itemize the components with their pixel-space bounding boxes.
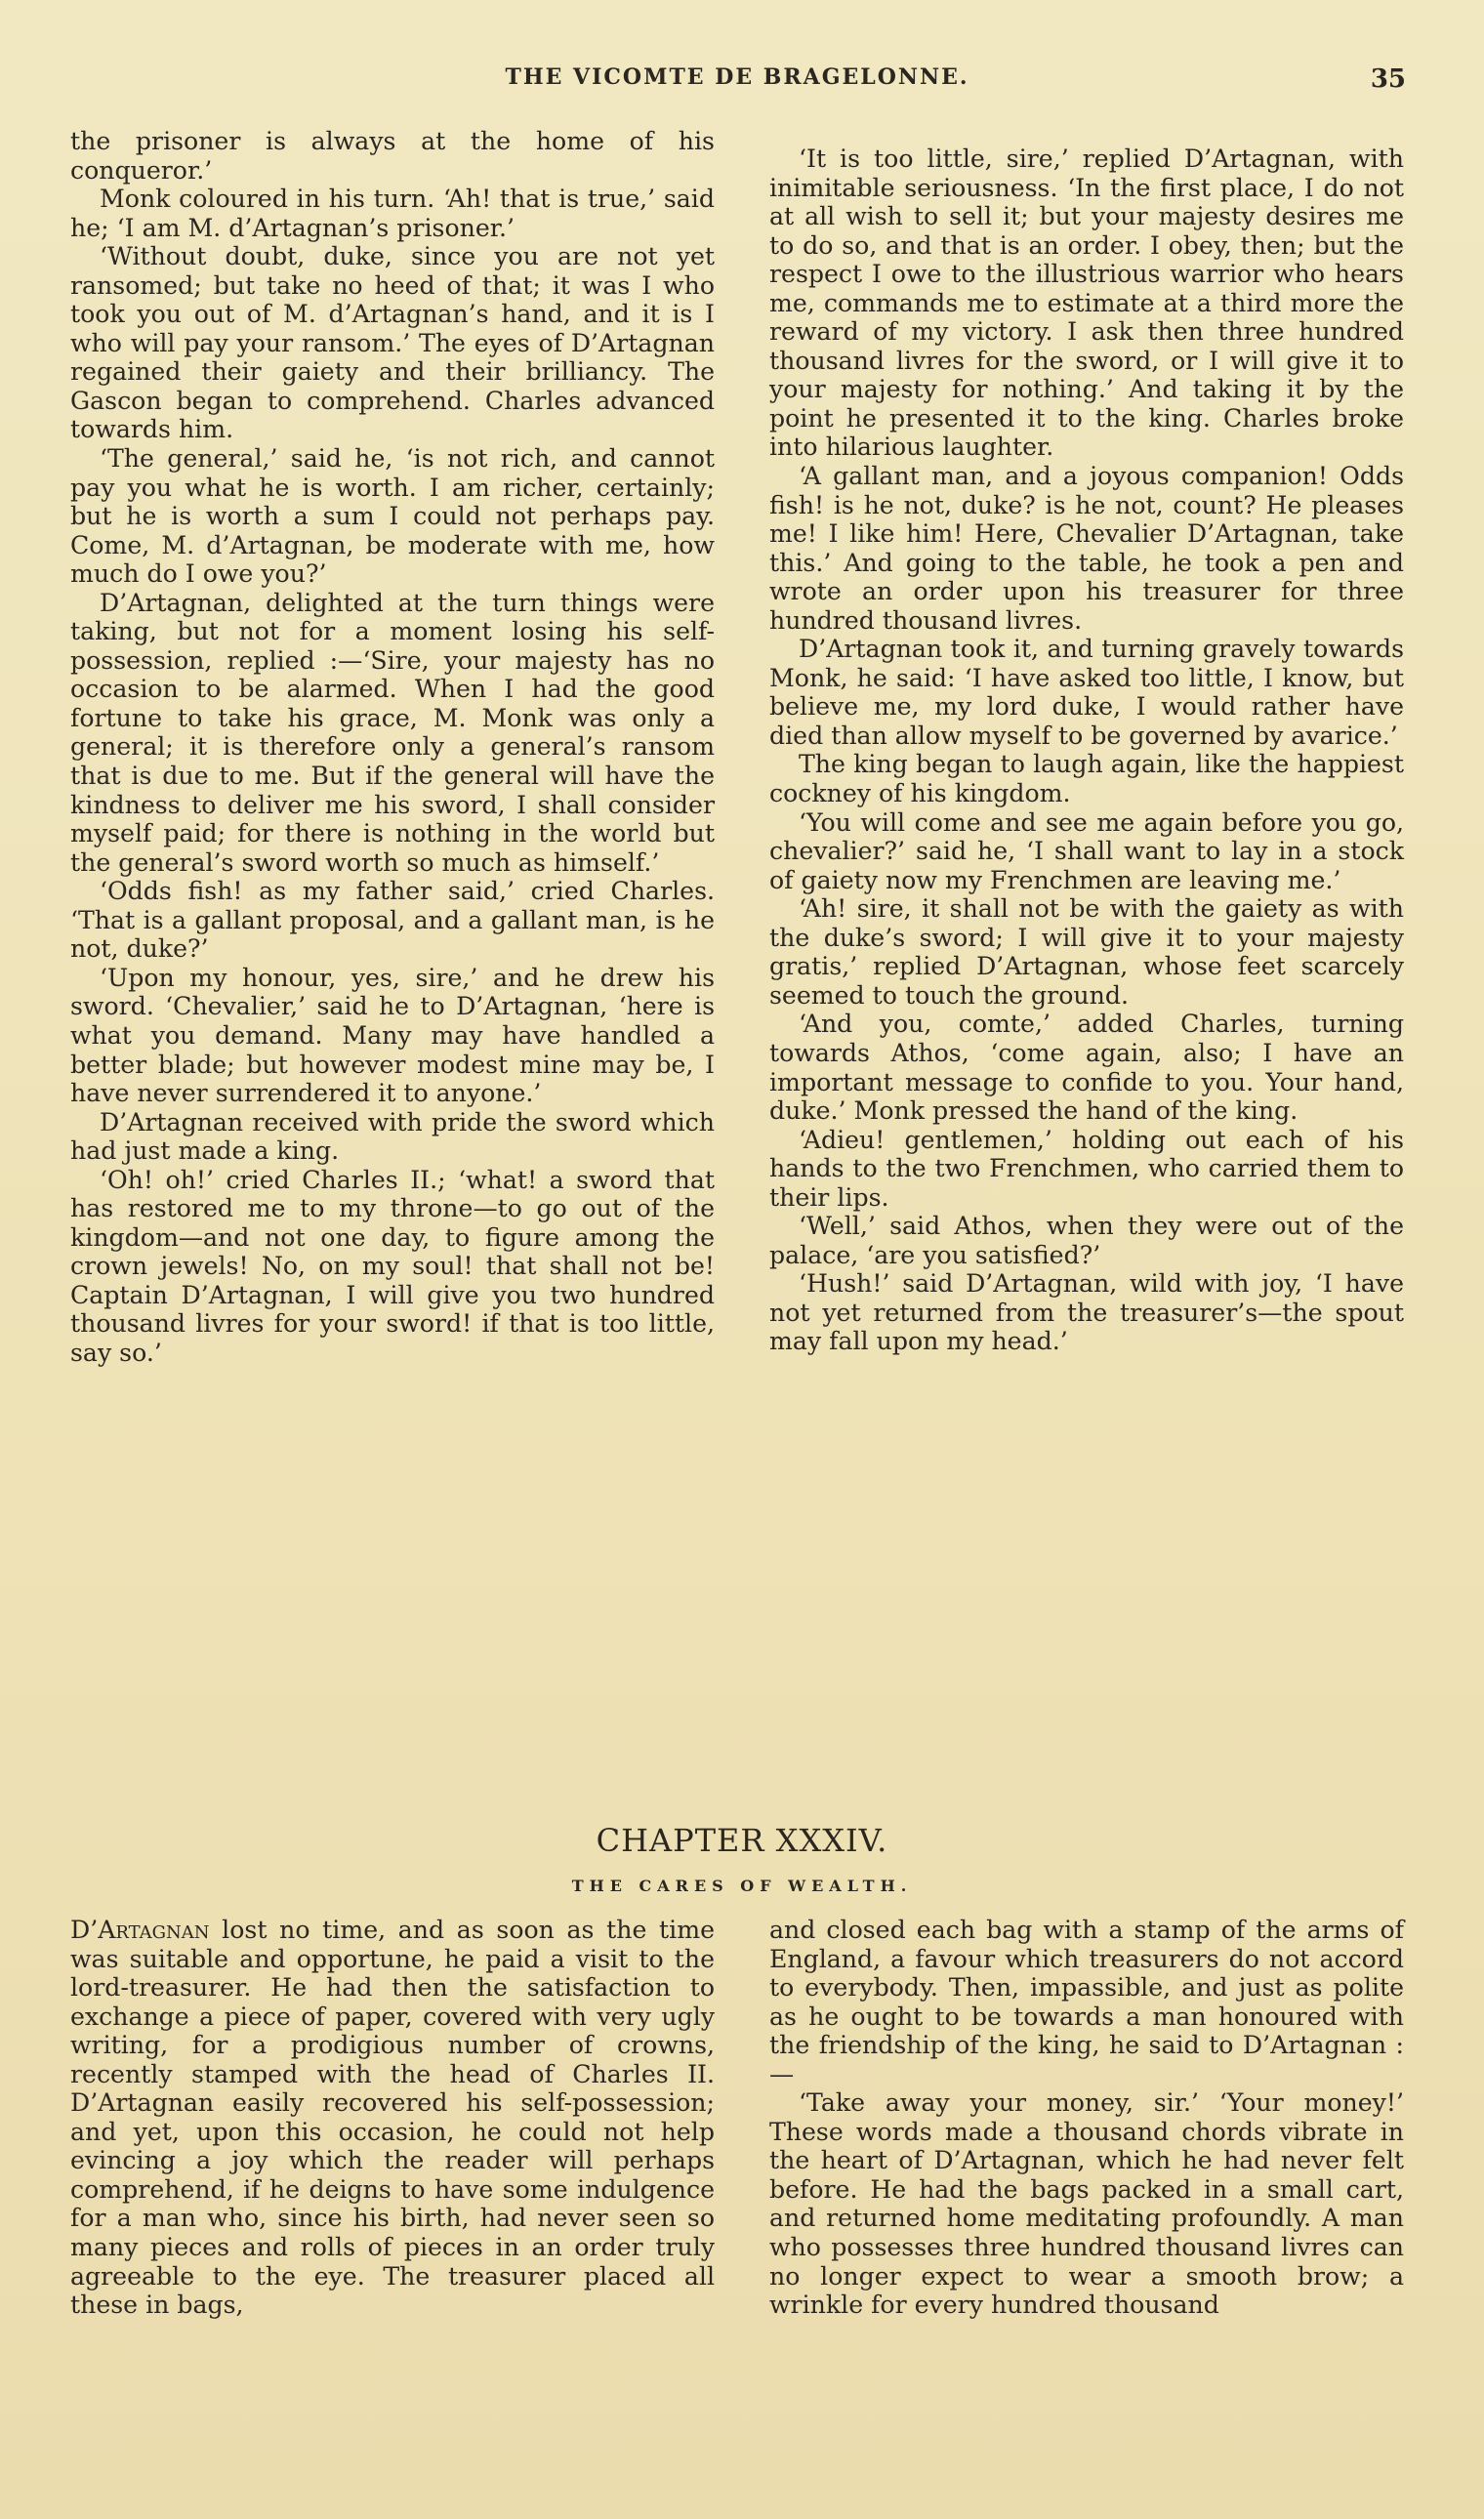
paragraph: ‘You will come and see me again before you go, chevalier?’ said he, ‘I shall want to lay in a stock of gaiety now my Frenchmen are leaving me.’ xyxy=(769,807,1404,894)
bottom-left-column xyxy=(70,1916,715,2320)
paragraph: ‘Adieu! gentlemen,’ holding out each of his hands to the two Frenchmen, who carried them to their lips. xyxy=(769,1125,1404,1212)
paragraph: ‘Without doubt, duke, since you are not yet ransomed; but take no heed of that; it was I who took you out of M. d’Artagnan’s hand, and it is I who will pay your ransom.’ The eyes of D’Artagnan regained their gaiety and their brilliancy. The Gascon began to comprehend. Charles advanced towards him. xyxy=(70,242,715,444)
paragraph: ‘Oh! oh!’ cried Charles II.; ‘what! a sword that has restored me to my throne—to go out of the kingdom—and not one day, to figure among the crown jewels! No, on my soul! that shall not be! Captain D’Artagnan, I will give you two hundred thousand livres for your sword! if that is too little, say so.’ xyxy=(70,1165,715,1367)
chapter-subtitle: THE CARES OF WEALTH. xyxy=(571,1877,913,1895)
paragraph: ‘Take away your money, sir.’ ‘Your money!’ These words made a thousand chords vibrate in the heart of D’Artagnan, which he had never felt before. He had the bags packed in a small cart, and returned home meditating profoundly. A man who possesses three hundred thousand livres can no longer expect to wear a smooth brow; a wrinkle for every hundred thousand xyxy=(769,2088,1404,2320)
paragraph: ‘Hush!’ said D’Artagnan, wild with joy, ‘I have not yet returned from the treasurer’s—the spout may fall upon my head.’ xyxy=(769,1269,1404,1356)
paragraph: The king began to laugh again, like the happiest cockney of his kingdom. xyxy=(769,750,1404,808)
paragraph: ‘The general,’ said he, ‘is not rich, and cannot pay you what he is worth. I am richer, certainly; but he is worth a sum I could not perhaps pay. Come, M. d’Artagnan, be moderate with me, how much do I owe you?’ xyxy=(70,444,715,589)
paragraph: D’Artagnan, delighted at the turn things were taking, but not for a moment losing his self-possession, replied :—‘Sire, your majesty has no occasion to be alarmed. When I had the good fortune to take his grace, M. Monk was only a general; it is therefore only a general’s ransom that is due to me. But if the general will have the kindness to deliver me his sword, I shall consider myself paid; for there is nothing in the world but the general’s sword worth so much as himself.’ xyxy=(70,588,715,877)
chapter-title: CHAPTER XXXIV. xyxy=(596,1822,888,1859)
paragraph: ‘Upon my honour, yes, sire,’ and he drew his sword. ‘Chevalier,’ said he to D’Artagnan, ‘here is what you demand. Many may have handled a better blade; but however modest mine may be, I have never surrendered it to anyone.’ xyxy=(70,963,715,1108)
top-left-column xyxy=(70,127,715,1368)
paragraph: ‘Odds fish! as my father said,’ cried Charles. ‘That is a gallant proposal, and a gallant man, is he not, duke?’ xyxy=(70,877,715,964)
paragraph: ‘Well,’ said Athos, when they were out of the palace, ‘are you satisfied?’ xyxy=(769,1212,1404,1269)
paragraph: ‘And you, comte,’ added Charles, turning towards Athos, ‘come again, also; I have an important message to confide to you. Your hand, duke.’ Monk pressed the hand of the king. xyxy=(769,1010,1404,1126)
chapter-opening-paragraph xyxy=(70,1916,715,2320)
running-head xyxy=(68,64,1406,103)
running-title: THE VICOMTE DE BRAGELONNE. xyxy=(505,64,969,90)
paragraph: D’Artagnan received with pride the sword which had just made a king. xyxy=(70,1107,715,1166)
paragraph: ‘A gallant man, and a joyous companion! Odds fish! is he not, duke? is he not, count? He pleases me! I like him! Here, Chevalier D’Artagnan, take this.’ And going to the table, he took a pen and wrote an order upon his treasurer for three hundred thousand livres. xyxy=(769,462,1404,635)
paragraph: ‘Ah! sire, it shall not be with the gaiety as with the duke’s sword; I will give it to your majesty gratis,’ replied D’Artagnan, whose feet scarcely seemed to touch the ground. xyxy=(769,894,1404,1010)
paragraph: the prisoner is always at the home of his conqueror.’ xyxy=(70,127,715,185)
opening-text: lost no time, and as soon as the time was suitable and opportune, he paid a visit to the lord-treasurer. He had then the satisfaction to exchange a piece of paper, covered with very ugly writing, for a prodigious number of crowns, recently stamped with the head of Charles II. D’Artagnan easily recovered his self-possession; and yet, upon this occasion, he could not help evincing a joy which the reader will perhaps comprehend, if he deigns to have some indulgence for a man who, since his birth, had never seen so many pieces and rolls of pieces in an order truly agreeable to the eye. The treasurer placed all these in bags, xyxy=(70,1916,715,2320)
paragraph: and closed each bag with a stamp of the arms of England, a favour which treasurers do not accord to everybody. Then, impassible, and just as polite as he ought to be towards a man honoured with the friendship of the king, he said to D’Artagnan :— xyxy=(769,1916,1404,2088)
top-right-column xyxy=(769,145,1404,1356)
paragraph: D’Artagnan took it, and turning gravely towards Monk, he said: ‘I have asked too little, I know, but believe me, my lord duke, I would rather have died than allow myself to be governed by avarice.’ xyxy=(769,635,1404,750)
paragraph: ‘It is too little, sire,’ replied D’Artagnan, with inimitable seriousness. ‘In the first place, I do not at all wish to sell it; but your majesty desires me to do so, and that is an order. I obey, then; but the respect I owe to the illustrious warrior who hears me, commands me to estimate at a third more the reward of my victory. I ask then three hundred thousand livres for the sword, or I will give it to your majesty for nothing.’ And taking it by the point he presented it to the king. Charles broke into hilarious laughter. xyxy=(769,145,1404,462)
paragraph: Monk coloured in his turn. ‘Ah! that is true,’ said he; ‘I am M. d’Artagnan’s prisoner.’ xyxy=(70,185,715,242)
opening-word: D’Artagnan xyxy=(70,1916,210,1944)
bottom-right-column xyxy=(769,1916,1404,2320)
page-number: 35 xyxy=(1370,64,1406,94)
